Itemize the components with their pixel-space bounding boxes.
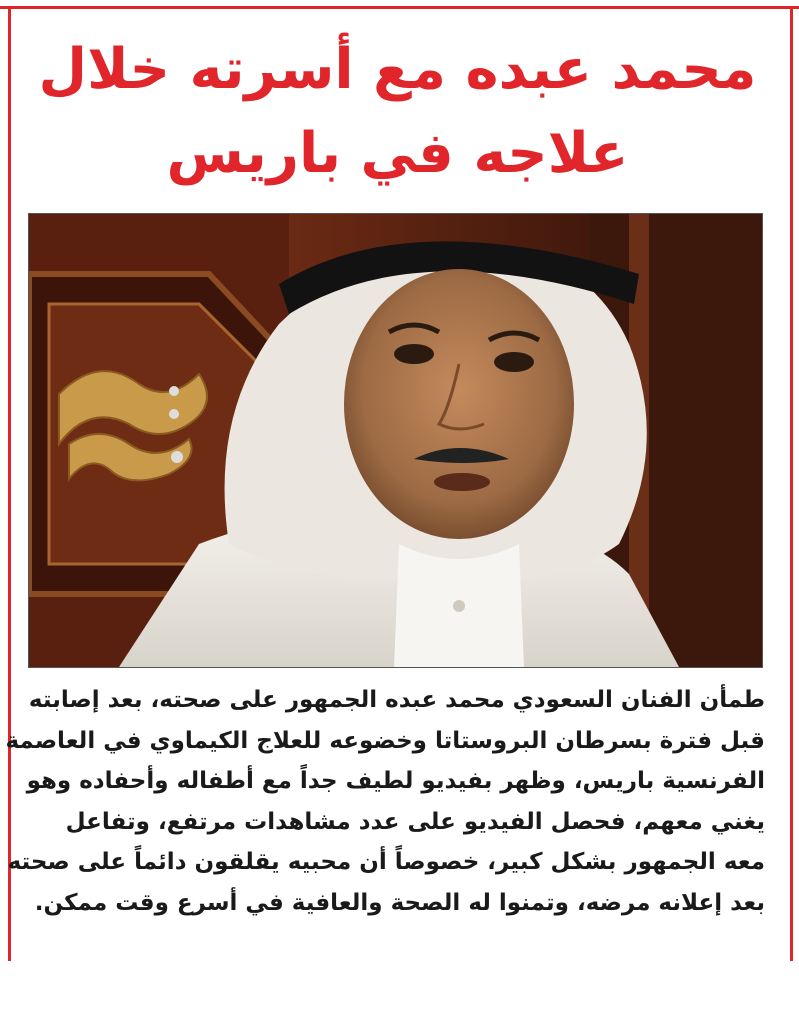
right-red-rule	[790, 6, 793, 961]
article-line-3: الفرنسية باريس، وظهر بفيديو لطيف جداً مع أطفاله وأحفاده وهو	[26, 768, 765, 794]
article-line-5: معه الجمهور بشكل كبير، خصوصاً أن محبيه يقلقون دائماً على صحته	[7, 849, 765, 875]
article-line-1: طمأن الفنان السعودي محمد عبده الجمهور على صحته، بعد إصابته	[28, 687, 765, 713]
headline	[30, 28, 765, 196]
headline-line-2: علاجه في باريس	[166, 121, 629, 186]
left-red-rule	[8, 6, 11, 961]
headline-line-1: محمد عبده مع أسرته خلال	[38, 37, 757, 102]
article-line-2: قبل فترة بسرطان البروستاتا وخضوعه للعلاج الكيماوي في العاصمة	[5, 727, 765, 754]
article-body	[5, 680, 765, 923]
article-line-6: بعد إعلانه مرضه، وتمنوا له الصحة والعافية في أسرع وقت ممكن.	[34, 889, 765, 916]
top-red-rule	[0, 6, 799, 9]
article-line-4: يغني معهم، فحصل الفيديو على عدد مشاهدات مرتفع، وتفاعل	[65, 808, 765, 835]
article-photo	[28, 213, 763, 668]
